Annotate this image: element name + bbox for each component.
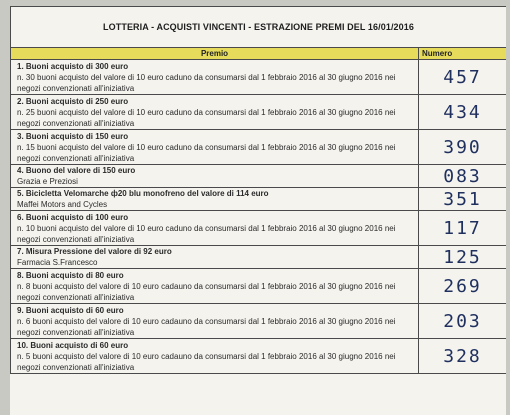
table-row <box>11 95 507 130</box>
prize-cell <box>11 339 419 374</box>
prize-title: 1. Buoni acquisto di 300 euro <box>17 61 129 71</box>
prize-cell <box>11 188 419 211</box>
prize-title: 2. Buoni acquisto di 250 euro <box>17 96 129 106</box>
prize-description: Farmacia S.Francesco <box>17 258 98 267</box>
prize-title: 6. Buoni acquisto di 100 euro <box>17 212 129 222</box>
prize-title: 3. Buoni acquisto di 150 euro <box>17 131 129 141</box>
table-row <box>11 165 507 188</box>
prize-description: n. 30 buoni acquisto del valore di 10 euro caduno da consumarsi dal 1 febbraio 2016 al 30 giugno 2016 nei negozi convenzionati all'iniziativa <box>17 72 396 93</box>
prize-title: 10. Buoni acquisto di 60 euro <box>17 340 129 350</box>
table-row <box>11 246 507 269</box>
prize-description: n. 25 buoni acquisto del valore di 10 euro caduno da consumarsi dal 1 febbraio 2016 al 30 giugno 2016 nei negozi convenzionati all'iniziativa <box>17 107 396 128</box>
winning-number: 269 <box>419 269 507 304</box>
table-row <box>11 188 507 211</box>
winning-number: 328 <box>419 339 507 374</box>
prize-title: 4. Buono del valore di 150 euro <box>17 166 136 175</box>
prize-title: 5. Bicicletta Velomarche ф20 blu monofreno del valore di 114 euro <box>17 189 269 198</box>
table-row <box>11 304 507 339</box>
table-row <box>11 339 507 374</box>
column-header-prize: Premio <box>11 48 419 60</box>
winning-number: 125 <box>419 246 507 269</box>
prize-cell <box>11 246 419 269</box>
prize-cell <box>11 60 419 95</box>
title-row <box>11 7 507 48</box>
prize-cell <box>11 269 419 304</box>
winning-number: 434 <box>419 95 507 130</box>
prize-description: n. 10 buoni acquisto del valore di 10 euro caduno da consumarsi dal 1 febbraio 2016 al 30 giugno 2016 nei negozi convenzionati all'iniziativa <box>17 223 396 244</box>
winning-number: 390 <box>419 130 507 165</box>
table-row <box>11 60 507 95</box>
prize-description: Grazia e Preziosi <box>17 177 78 186</box>
prize-description: n. 5 buoni acquisto del valore di 10 euro cadauno da consumarsi dal 1 febbraio 2016 al 30 giugno 2016 nei negozi convenzionati all'iniziativa <box>17 351 396 372</box>
prize-cell <box>11 130 419 165</box>
winning-number: 457 <box>419 60 507 95</box>
table-row <box>11 130 507 165</box>
winning-number: 083 <box>419 165 507 188</box>
table-row <box>11 211 507 246</box>
prize-cell <box>11 304 419 339</box>
prize-cell <box>11 95 419 130</box>
prize-description: Maffei Motors and Cycles <box>17 200 108 209</box>
winning-number: 203 <box>419 304 507 339</box>
winning-number: 117 <box>419 211 507 246</box>
prize-table <box>10 6 506 374</box>
prize-cell <box>11 211 419 246</box>
prize-title: 7. Misura Pressione del valore di 92 euro <box>17 247 172 256</box>
document-sheet <box>10 6 506 415</box>
prize-description: n. 15 buoni acquisto del valore di 10 euro caduno da consumarsi dal 1 febbraio 2016 al 30 giugno 2016 nei negozi convenzionati all'iniziativa <box>17 142 396 163</box>
winning-number: 351 <box>419 188 507 211</box>
prize-title: 8. Buoni acquisto di 80 euro <box>17 270 124 280</box>
prize-description: n. 6 buoni acquisto del valore di 10 euro cadauno da consumarsi dal 1 febbraio 2016 al 30 giugno 2016 nei negozi convenzionati all'iniziativa <box>17 316 396 337</box>
document-title: LOTTERIA - ACQUISTI VINCENTI - ESTRAZIONE PREMI DEL 16/01/2016 <box>11 7 507 48</box>
prize-description: n. 8 buoni acquisto del valore di 10 euro cadauno da consumarsi dal 1 febbraio 2016 al 30 giugno 2016 nei negozi convenzionati all'iniziativa <box>17 281 396 302</box>
column-header-number: Numero <box>419 48 507 60</box>
prize-title: 9. Buoni acquisto di 60 euro <box>17 305 124 315</box>
prize-cell <box>11 165 419 188</box>
table-row <box>11 269 507 304</box>
header-row <box>11 48 507 60</box>
